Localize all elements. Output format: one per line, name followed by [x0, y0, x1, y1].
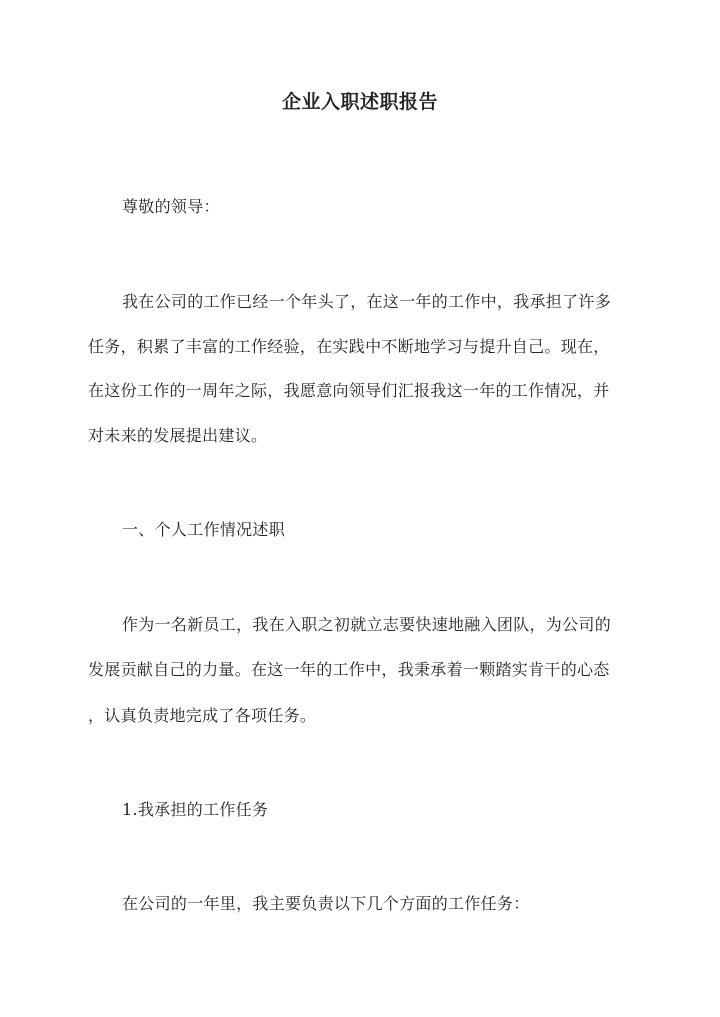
paragraph-1-line-4: 对未来的发展提出建议。	[88, 426, 268, 445]
salutation: 尊敬的领导：	[122, 197, 220, 216]
paragraph-2-line-3: ，认真负责地完成了各项任务。	[88, 706, 317, 725]
paragraph-2-line-2: 发展贡献自己的力量。在这一年的工作中，我秉承着一颗踏实肯干的心态	[88, 660, 610, 679]
paragraph-1-line-3: 在这份工作的一周年之际，我愿意向领导们汇报我这一年的工作情况，并	[88, 381, 610, 400]
subsection-1-heading: 1.我承担的工作任务	[122, 800, 269, 819]
document-title: 企业入职述职报告	[281, 91, 438, 113]
paragraph-3-line-1: 在公司的一年里，我主要负责以下几个方面的工作任务：	[122, 894, 530, 913]
section-1-heading: 一、个人工作情况述职	[122, 520, 286, 539]
paragraph-2-line-1: 作为一名新员工，我在入职之初就立志要快速地融入团队，为公司的	[122, 615, 612, 634]
paragraph-1-line-2: 任务，积累了丰富的工作经验，在实践中不断地学习与提升自己。现在，	[88, 337, 610, 356]
paragraph-1-line-1: 我在公司的工作已经一个年头了，在这一年的工作中，我承担了许多	[122, 292, 612, 311]
